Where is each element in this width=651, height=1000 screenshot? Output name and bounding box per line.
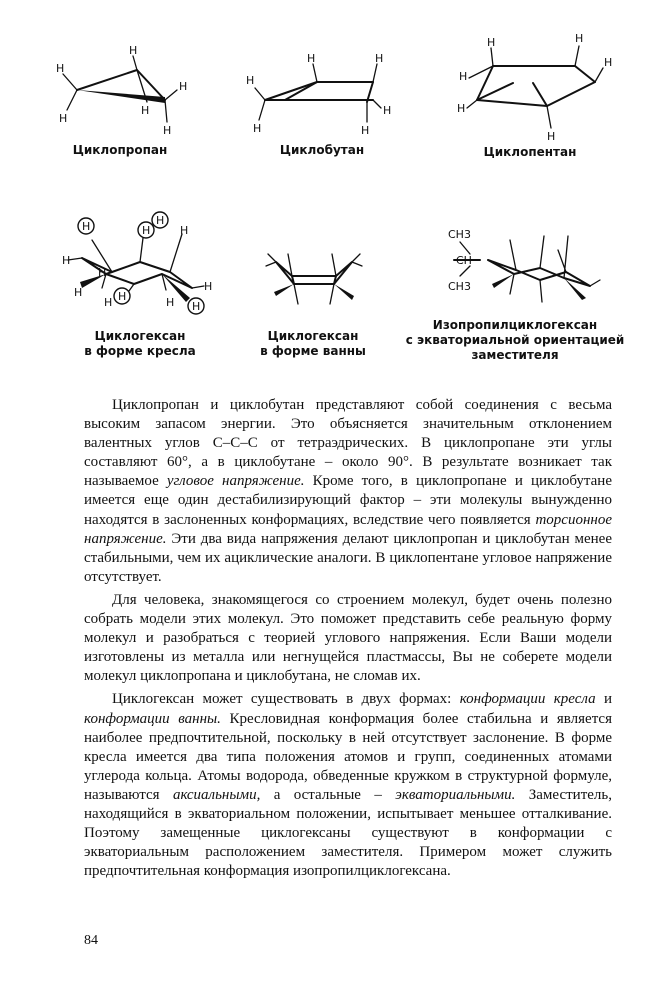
atom-h: H xyxy=(179,80,188,93)
atom-h: H xyxy=(104,296,113,309)
atom-h: H xyxy=(141,104,150,117)
atom-h: H xyxy=(459,70,468,83)
cyclohexane-chair-structure xyxy=(62,210,212,320)
cyclopropane-structure xyxy=(55,44,195,142)
atom-h: H xyxy=(457,102,466,115)
atom-h: H xyxy=(383,104,392,117)
atom-h: H xyxy=(166,296,175,309)
atom-h: H xyxy=(98,266,107,279)
atom-ch: CH xyxy=(456,254,472,267)
atom-h: H xyxy=(604,56,613,69)
caption-cyclopentane: Циклопентан xyxy=(483,145,577,159)
paragraph-strain: Циклопропан и циклобутан представляют собой соединения с весьма высоким запасом энергии. Это объясняется значительным отклонением валентных углов С–С–С от тетраэдрических. В циклопропане эти углы составляют 60°, а в циклобутане – около 90°. В результате возникает так называемое угловое напряжение. Кроме того, в циклопропане и циклобутане имеется еще один дестабилизирующий фактор – эти молекулы вынужденно находятся в заслоненных конформациях, вследствие чего появляется торсионное напряжение. Эти два вида напряжения делают циклопропан и циклобутан менее стабильными, чем их ациклические аналоги. В циклопентане угловое напряжение отсутствует. xyxy=(84,397,612,585)
atom-h: H xyxy=(129,44,138,57)
atom-h: H xyxy=(74,286,83,299)
cyclopentane-structure xyxy=(455,32,615,143)
caption-cyclobutane: Циклобутан xyxy=(279,143,365,157)
atom-h: H xyxy=(487,36,496,49)
atom-h: H xyxy=(375,52,384,65)
atom-h: H xyxy=(246,74,255,87)
atom-h: H xyxy=(156,214,165,227)
atom-h: H xyxy=(142,224,151,237)
atom-h: H xyxy=(180,224,189,237)
atom-h: H xyxy=(118,290,127,303)
caption-isopropylcyclohexane: Изопропилциклогексан с экваториальной ориентацией заместителя xyxy=(405,318,625,362)
atom-ch3: CH3 xyxy=(448,228,471,241)
body-text xyxy=(84,396,612,881)
atom-h: H xyxy=(56,62,65,75)
isopropylcyclohexane-structure xyxy=(440,220,610,310)
paragraph-cyclohexane: Циклогексан может существовать в двух формах: конформации кресла и конформации ванны. Кресловидная конформация более стабильна и является наиболее предпочтительной, поскольку в ней отсутствует заслонение. В форме кресла имеется два типа положения атомов и групп, соединенных атомами углерода кольца. Атомы водорода, обведенные кружком в структурной формуле, называются аксиальными, а остальные – экваториальными. Заместитель, находящийся в экваториальном положении, испытывает меньшее отталкивание. Поэтому замещенные циклогексаны существуют в конформации с экваториальным расположением заместителя. Примером может служить предпочтительная конформация изопропилциклогексана. xyxy=(84,691,612,880)
atom-h: H xyxy=(62,254,71,267)
atom-h: H xyxy=(82,220,91,233)
caption-cyclohexane-chair: Циклогексан в форме кресла xyxy=(84,329,196,358)
atom-ch3: CH3 xyxy=(448,280,471,293)
page-number: 84 xyxy=(84,933,98,948)
atom-h: H xyxy=(253,122,262,135)
atom-h: H xyxy=(192,300,201,313)
caption-cyclopropane: Циклопропан xyxy=(72,143,168,157)
paragraph-models: Для человека, знакомящегося со строением молекул, будет очень полезно собрать модели этих молекул. Это поможет представить себе реальную форму молекул и разобраться с теорией углового напряжения. Если Ваши модели изготовлены из металла или негнущейся пластмассы, Вы не соберете модели молекул циклопропана и циклобутана, не сломав их. xyxy=(84,591,612,685)
atom-h: H xyxy=(307,52,316,65)
atom-h: H xyxy=(204,280,213,293)
atom-h: H xyxy=(575,32,584,45)
cyclohexane-boat-structure xyxy=(262,240,367,310)
atom-h: H xyxy=(163,124,172,137)
atom-h: H xyxy=(547,130,556,143)
cyclobutane-structure xyxy=(245,52,395,140)
atom-h: H xyxy=(59,112,68,125)
atom-h: H xyxy=(361,124,370,137)
caption-cyclohexane-boat: Циклогексан в форме ванны xyxy=(260,329,366,358)
